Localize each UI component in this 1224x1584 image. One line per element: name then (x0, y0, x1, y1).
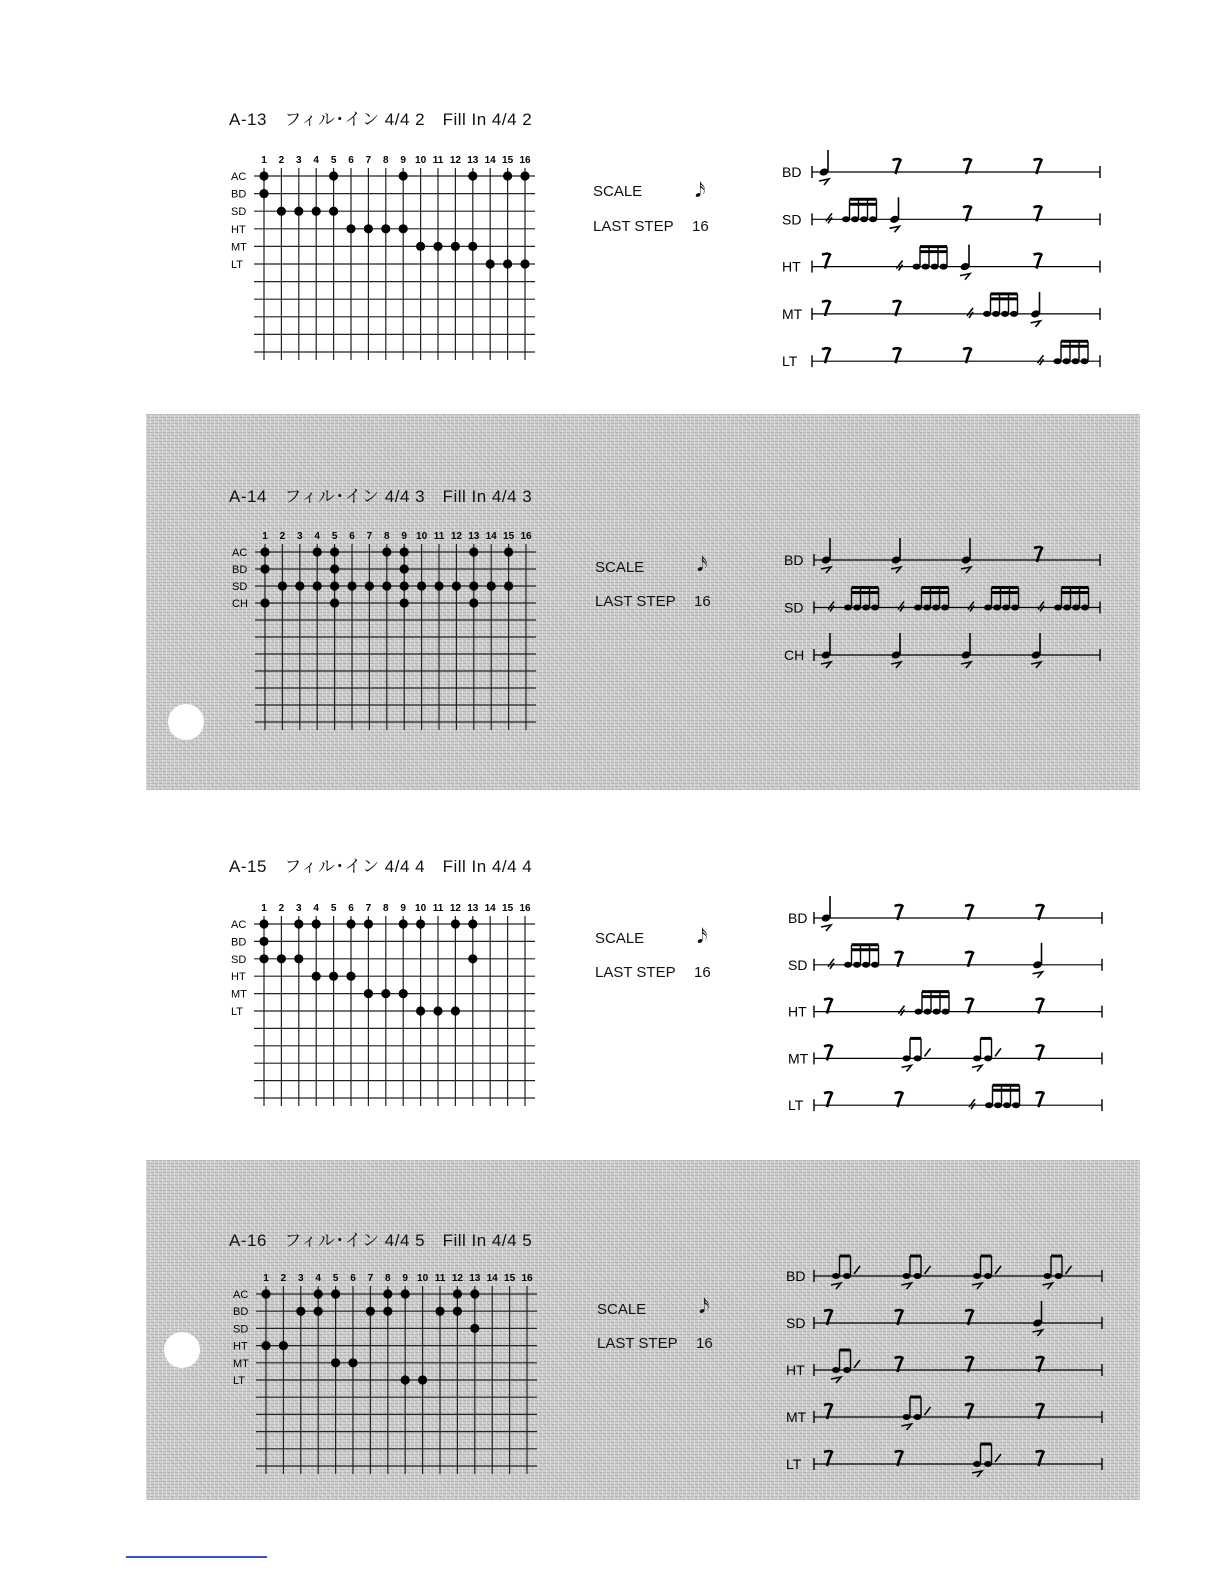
step-hit-dot (259, 919, 268, 928)
eighth-rest (995, 1048, 1001, 1056)
step-hit-dot (416, 1006, 425, 1015)
step-hit-dot (400, 581, 409, 590)
scale-label: SCALE (593, 183, 643, 200)
step-number: 7 (365, 155, 372, 166)
step-hit-dot (504, 581, 513, 590)
step-number: 16 (519, 155, 531, 166)
step-hit-dot (451, 1006, 460, 1015)
sixteenth-rest (967, 308, 973, 318)
step-hit-dot (382, 547, 391, 556)
track-label: HT (233, 1340, 248, 1353)
step-hit-dot (312, 919, 321, 928)
step-hit-dot (520, 259, 529, 268)
step-number: 10 (416, 531, 428, 542)
step-hit-dot (259, 937, 268, 946)
track-label: SD (233, 1323, 249, 1336)
step-hit-dot (400, 598, 409, 607)
step-number: 2 (279, 531, 286, 542)
step-hit-dot (469, 598, 478, 607)
sixteenth-rest (899, 1006, 905, 1016)
step-hit-dot (503, 259, 512, 268)
step-hit-dot (487, 581, 496, 590)
step-hit-dot (259, 954, 268, 963)
staff-label: BD (788, 910, 808, 926)
step-number: 13 (467, 155, 479, 166)
step-hit-dot (503, 171, 512, 180)
step-hit-dot (520, 171, 529, 180)
step-number: 10 (415, 155, 427, 166)
step-hit-dot (260, 547, 269, 556)
step-number: 8 (385, 1273, 391, 1284)
track-label: LT (231, 259, 244, 271)
staff-label: LT (782, 353, 798, 370)
step-number: 12 (451, 1273, 463, 1284)
step-hit-dot (278, 581, 287, 590)
last-step-value: 16 (692, 218, 709, 235)
step-number: 5 (330, 155, 337, 166)
step-number: 15 (503, 531, 515, 542)
staff-label: MT (788, 1050, 809, 1067)
step-hit-dot (381, 224, 390, 233)
sixteenth-rest (826, 213, 832, 223)
step-number: 9 (401, 531, 407, 542)
step-hit-dot (346, 919, 355, 928)
accent-mark (1031, 321, 1041, 327)
staff-label: SD (788, 956, 808, 973)
step-hit-dot (468, 242, 477, 251)
step-hit-dot (261, 1289, 270, 1298)
last-step-value: 16 (696, 1335, 713, 1352)
track-label: HT (231, 971, 246, 984)
last-step-value: 16 (694, 964, 711, 981)
step-hit-dot (383, 1307, 392, 1316)
sixteenth-note-icon: 𝅘𝅥𝅯 (697, 926, 708, 948)
step-hit-dot (434, 581, 443, 590)
step-hit-dot (331, 1358, 340, 1367)
step-number: 3 (296, 903, 302, 914)
step-hit-dot (399, 989, 408, 998)
step-hit-dot (468, 954, 477, 963)
step-number: 14 (484, 155, 496, 166)
step-hit-dot (400, 564, 409, 573)
step-hit-dot (330, 547, 339, 556)
last-step-label: LAST STEP (597, 1335, 678, 1352)
sixteenth-note-icon: 𝅘𝅥𝅯 (699, 1296, 710, 1318)
step-hit-dot (260, 598, 269, 607)
step-number: 16 (520, 531, 532, 542)
step-hit-dot (452, 581, 461, 590)
track-label: MT (231, 241, 247, 254)
step-hit-dot (433, 242, 442, 251)
step-number: 13 (468, 531, 480, 542)
track-label: SD (232, 581, 248, 593)
staff-label: SD (784, 599, 804, 616)
step-hit-dot (277, 954, 286, 963)
step-number: 2 (278, 155, 285, 166)
staff-label: HT (786, 1362, 805, 1378)
step-number: 14 (486, 1273, 498, 1284)
staff-label: BD (786, 1268, 806, 1284)
staff-label: BD (784, 552, 804, 568)
step-hit-dot (470, 1324, 479, 1333)
track-label: BD (231, 188, 247, 201)
step-hit-dot (504, 547, 513, 556)
step-number: 5 (331, 531, 338, 542)
step-number: 9 (402, 1273, 408, 1284)
step-number: 5 (330, 903, 337, 914)
step-hit-dot (261, 1341, 270, 1350)
step-hit-dot (312, 972, 321, 981)
step-hit-dot (259, 171, 268, 180)
step-hit-dot (470, 1289, 479, 1298)
track-label: BD (232, 564, 248, 576)
step-hit-dot (399, 224, 408, 233)
track-label: CH (232, 598, 248, 610)
step-hit-dot (416, 919, 425, 928)
staff-label: HT (788, 1003, 807, 1020)
step-hit-dot (365, 581, 374, 590)
step-hit-dot (312, 207, 321, 216)
step-hit-dot (366, 1307, 375, 1316)
step-hit-dot (401, 1375, 410, 1384)
step-hit-dot (383, 1289, 392, 1298)
track-label: SD (231, 206, 247, 219)
step-number: 5 (332, 1273, 339, 1284)
step-hit-dot (399, 919, 408, 928)
step-hit-dot (294, 919, 303, 928)
step-number: 15 (502, 155, 514, 166)
step-number: 1 (261, 155, 267, 166)
staff-label: HT (782, 258, 801, 275)
step-number: 14 (484, 903, 496, 914)
staff-label: BD (782, 164, 802, 180)
step-hit-dot (330, 598, 339, 607)
track-label: SD (231, 953, 247, 966)
step-hit-dot (364, 989, 373, 998)
last-step-label: LAST STEP (595, 964, 676, 981)
staff-label: CH (784, 647, 805, 663)
pattern-title: A-15 フィル･イン 4/4 4 Fill In 4/4 4 (229, 857, 533, 876)
step-hit-dot (329, 207, 338, 216)
step-hit-dot (346, 972, 355, 981)
step-number: 11 (432, 155, 444, 166)
step-hit-dot (453, 1307, 462, 1316)
step-number: 7 (366, 531, 373, 542)
step-hit-dot (329, 171, 338, 180)
step-hit-dot (399, 171, 408, 180)
scale-label: SCALE (597, 1301, 647, 1318)
sixteenth-rest (1038, 355, 1044, 365)
step-hit-dot (468, 919, 477, 928)
step-number: 1 (261, 903, 267, 914)
step-hit-dot (296, 1307, 305, 1316)
accent-mark (902, 1065, 912, 1071)
sixteenth-rest (969, 1099, 975, 1109)
step-hit-dot (401, 1289, 410, 1298)
step-hit-dot (259, 189, 268, 198)
track-label: AC (231, 171, 247, 183)
step-hit-dot (433, 1006, 442, 1015)
sixteenth-note-icon: 𝅘𝅥𝅯 (695, 180, 706, 202)
step-hit-dot (331, 1289, 340, 1298)
step-hit-dot (469, 581, 478, 590)
step-hit-dot (329, 972, 338, 981)
step-number: 10 (415, 903, 427, 914)
step-hit-dot (294, 207, 303, 216)
step-hit-dot (418, 1375, 427, 1384)
step-hit-dot (294, 954, 303, 963)
step-hit-dot (314, 1289, 323, 1298)
step-hit-dot (295, 581, 304, 590)
footer-rule (126, 1556, 267, 1558)
step-number: 4 (313, 155, 319, 166)
last-step-label: LAST STEP (595, 593, 676, 610)
step-number: 1 (263, 1273, 269, 1284)
pattern-title: A-14 フィル･イン 4/4 3 Fill In 4/4 3 (229, 487, 533, 506)
step-hit-dot (416, 242, 425, 251)
step-number: 6 (348, 155, 354, 166)
accent-mark (890, 226, 900, 232)
eighth-rest (925, 1048, 931, 1056)
step-number: 10 (417, 1273, 429, 1284)
step-number: 6 (349, 531, 355, 542)
step-hit-dot (400, 547, 409, 556)
step-hit-dot (313, 547, 322, 556)
last-step-value: 16 (694, 593, 711, 610)
step-number: 2 (280, 1273, 287, 1284)
pattern-title: A-13 フィル･イン 4/4 2 Fill In 4/4 2 (229, 110, 533, 129)
step-number: 11 (433, 531, 445, 542)
step-number: 6 (350, 1273, 356, 1284)
staff-label: LT (788, 1097, 804, 1114)
step-number: 12 (450, 531, 462, 542)
step-number: 4 (314, 531, 320, 542)
step-number: 8 (383, 155, 389, 166)
step-hit-dot (314, 1307, 323, 1316)
step-hit-dot (486, 259, 495, 268)
step-number: 2 (278, 903, 285, 914)
step-hit-dot (469, 547, 478, 556)
step-number: 4 (315, 1273, 321, 1284)
step-number: 16 (519, 903, 531, 914)
track-label: LT (231, 1006, 244, 1018)
step-number: 11 (432, 903, 444, 914)
step-number: 12 (449, 903, 461, 914)
sixteenth-rest (828, 959, 834, 969)
step-number: 1 (262, 531, 268, 542)
step-number: 9 (400, 903, 406, 914)
staff-label: SD (786, 1315, 806, 1331)
last-step-label: LAST STEP (593, 218, 674, 235)
step-hit-dot (382, 581, 391, 590)
accent-mark (819, 179, 829, 185)
step-number: 7 (367, 1273, 374, 1284)
track-label: BD (231, 936, 247, 949)
track-label: AC (233, 1289, 249, 1301)
step-hit-dot (451, 242, 460, 251)
step-hit-dot (279, 1341, 288, 1350)
step-number: 13 (469, 1273, 481, 1284)
accent-mark (821, 925, 831, 931)
step-number: 3 (297, 531, 303, 542)
step-number: 15 (502, 903, 514, 914)
step-hit-dot (330, 581, 339, 590)
step-number: 12 (449, 155, 461, 166)
step-hit-dot (364, 224, 373, 233)
step-hit-dot (381, 989, 390, 998)
binder-hole-2 (164, 1332, 200, 1368)
step-number: 9 (400, 155, 406, 166)
step-hit-dot (348, 1358, 357, 1367)
staff-label: LT (786, 1456, 802, 1472)
step-hit-dot (435, 1307, 444, 1316)
staff-label: SD (782, 211, 802, 228)
scale-label: SCALE (595, 930, 645, 947)
track-label: AC (231, 919, 247, 931)
track-label: MT (231, 988, 247, 1001)
staff-label: MT (782, 305, 803, 322)
step-hit-dot (451, 919, 460, 928)
step-hit-dot (313, 581, 322, 590)
step-number: 6 (348, 903, 354, 914)
step-hit-dot (346, 224, 355, 233)
step-number: 11 (434, 1273, 446, 1284)
step-number: 13 (467, 903, 479, 914)
step-number: 7 (365, 903, 372, 914)
staff-label: MT (786, 1409, 807, 1425)
accent-mark (960, 274, 970, 280)
binder-hole-1 (168, 704, 204, 740)
step-hit-dot (364, 919, 373, 928)
step-hit-dot (277, 207, 286, 216)
step-number: 14 (485, 531, 497, 542)
track-label: LT (233, 1375, 246, 1387)
track-label: MT (233, 1357, 249, 1370)
step-number: 3 (298, 1273, 304, 1284)
step-number: 16 (521, 1273, 533, 1284)
step-number: 4 (313, 903, 319, 914)
step-number: 15 (504, 1273, 516, 1284)
step-hit-dot (417, 581, 426, 590)
sixteenth-rest (897, 261, 903, 271)
track-label: HT (231, 223, 246, 236)
accent-mark (972, 1065, 982, 1071)
sixteenth-note-icon: 𝅘𝅥𝅯 (697, 554, 708, 576)
track-label: BD (233, 1306, 249, 1319)
scale-label: SCALE (595, 559, 645, 576)
step-number: 3 (296, 155, 302, 166)
step-hit-dot (330, 564, 339, 573)
step-hit-dot (468, 171, 477, 180)
step-number: 8 (383, 903, 389, 914)
pattern-title: A-16 フィル･イン 4/4 5 Fill In 4/4 5 (229, 1231, 533, 1250)
accent-mark (1033, 972, 1043, 978)
step-hit-dot (453, 1289, 462, 1298)
track-label: AC (232, 547, 248, 559)
step-hit-dot (347, 581, 356, 590)
step-hit-dot (260, 564, 269, 573)
step-number: 8 (384, 531, 390, 542)
